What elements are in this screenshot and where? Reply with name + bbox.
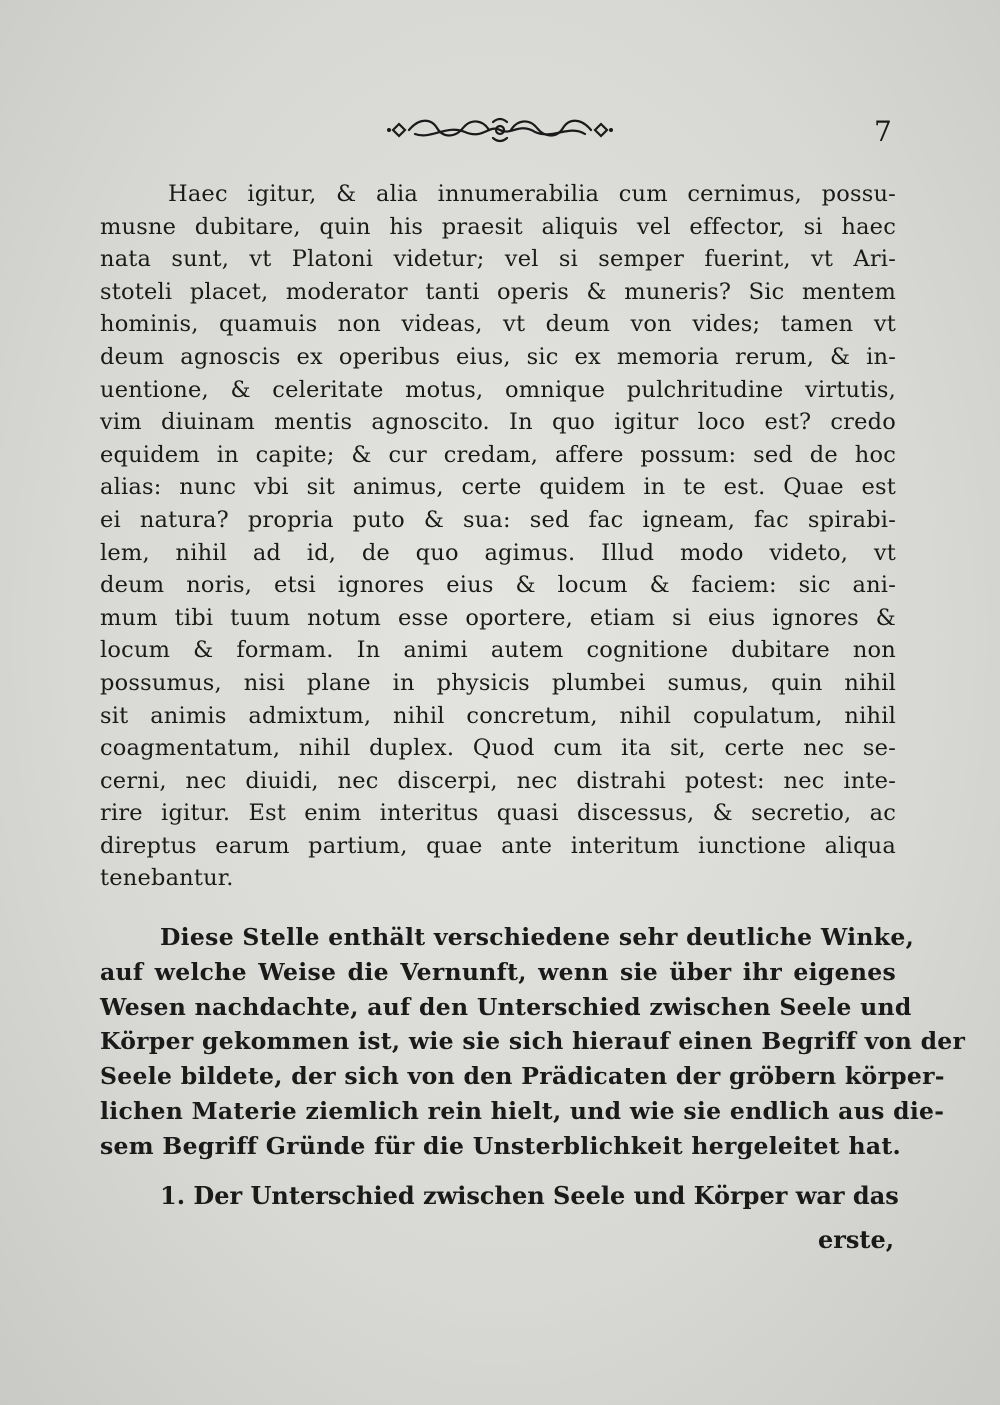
text-line: equidem in capite; & cur credam, affere possum: sed de hoc <box>100 441 896 468</box>
text-line: lem, nihil ad id, de quo agimus. Illud modo videto, vt <box>100 539 896 566</box>
text-line: alias: nunc vbi sit animus, certe quidem in te est. Quae est <box>100 474 896 501</box>
text-line: sem Begriff Gründe für die Unsterblichkeit hergeleitet hat. <box>100 1131 901 1160</box>
text-line: Haec igitur, & alia innumerabilia cum cernimus, possu- <box>168 181 896 207</box>
page-number: 7 <box>874 115 892 148</box>
text-line: ei natura? propria puto & sua: sed fac igneam, fac spirabi- <box>100 506 896 533</box>
text-line: possumus, nisi plane in physicis plumbei sumus, quin nihil <box>100 669 896 696</box>
text-line: locum & formam. In animi autem cognitione dubitare non <box>100 637 896 664</box>
text-line: Seele bildete, der sich von den Prädicaten der gröbern körper- <box>100 1062 945 1091</box>
german-commentary-paragraph <box>100 920 966 1164</box>
text-line: Körper gekommen ist, wie sie sich hierauf einen Begriff von der <box>100 1027 966 1056</box>
text-line: vim diuinam mentis agnoscito. In quo igitur loco est? credo <box>100 409 896 436</box>
text-line: deum agnoscis ex operibus eius, sic ex memoria rerum, & in- <box>100 343 896 370</box>
text-line: uentione, & celeritate motus, omnique pulchritudine virtutis, <box>100 376 896 403</box>
ornament-headpiece-icon <box>385 110 615 150</box>
text-line: Wesen nachdachte, auf den Unterschied zwischen Seele und <box>100 992 912 1021</box>
latin-quotation-paragraph <box>100 178 896 895</box>
text-line: nata sunt, vt Platoni videtur; vel si semper fuerint, vt Ari- <box>100 246 896 273</box>
text-line: tenebantur. <box>100 865 234 892</box>
text-line: hominis, quamuis non videas, vt deum von vides; tamen vt <box>100 311 896 338</box>
catchword: erste, <box>818 1225 895 1254</box>
text-line: auf welche Weise die Vernunft, wenn sie über ihr eigenes <box>100 957 896 986</box>
text-line: direptus earum partium, quae ante interitum iunctione aliqua <box>100 832 896 859</box>
text-line: cerni, nec diuidi, nec discerpi, nec distrahi potest: nec inte- <box>100 767 896 794</box>
text-line: mum tibi tuum notum esse oportere, etiam si eius ignores & <box>100 604 896 631</box>
text-line: deum noris, etsi ignores eius & locum & faciem: sic ani- <box>100 572 896 599</box>
text-line: Diese Stelle enthält verschiedene sehr deutliche Winke, <box>160 923 915 951</box>
text-line: sit animis admixtum, nihil concretum, nihil copulatum, nihil <box>100 702 896 729</box>
text-line: musne dubitare, quin his praesit aliquis vel effector, si haec <box>100 213 896 240</box>
text-line: stoteli placet, moderator tanti operis & muneris? Sic mentem <box>100 278 896 305</box>
text-line: lichen Materie ziemlich rein hielt, und wie sie endlich aus die- <box>100 1096 945 1125</box>
section-heading-line: 1. Der Unterschied zwischen Seele und Körper war das <box>160 1181 899 1210</box>
text-line: rire igitur. Est enim interitus quasi discessus, & secretio, ac <box>100 800 896 827</box>
text-line: coagmentatum, nihil duplex. Quod cum ita sit, certe nec se- <box>100 735 896 762</box>
